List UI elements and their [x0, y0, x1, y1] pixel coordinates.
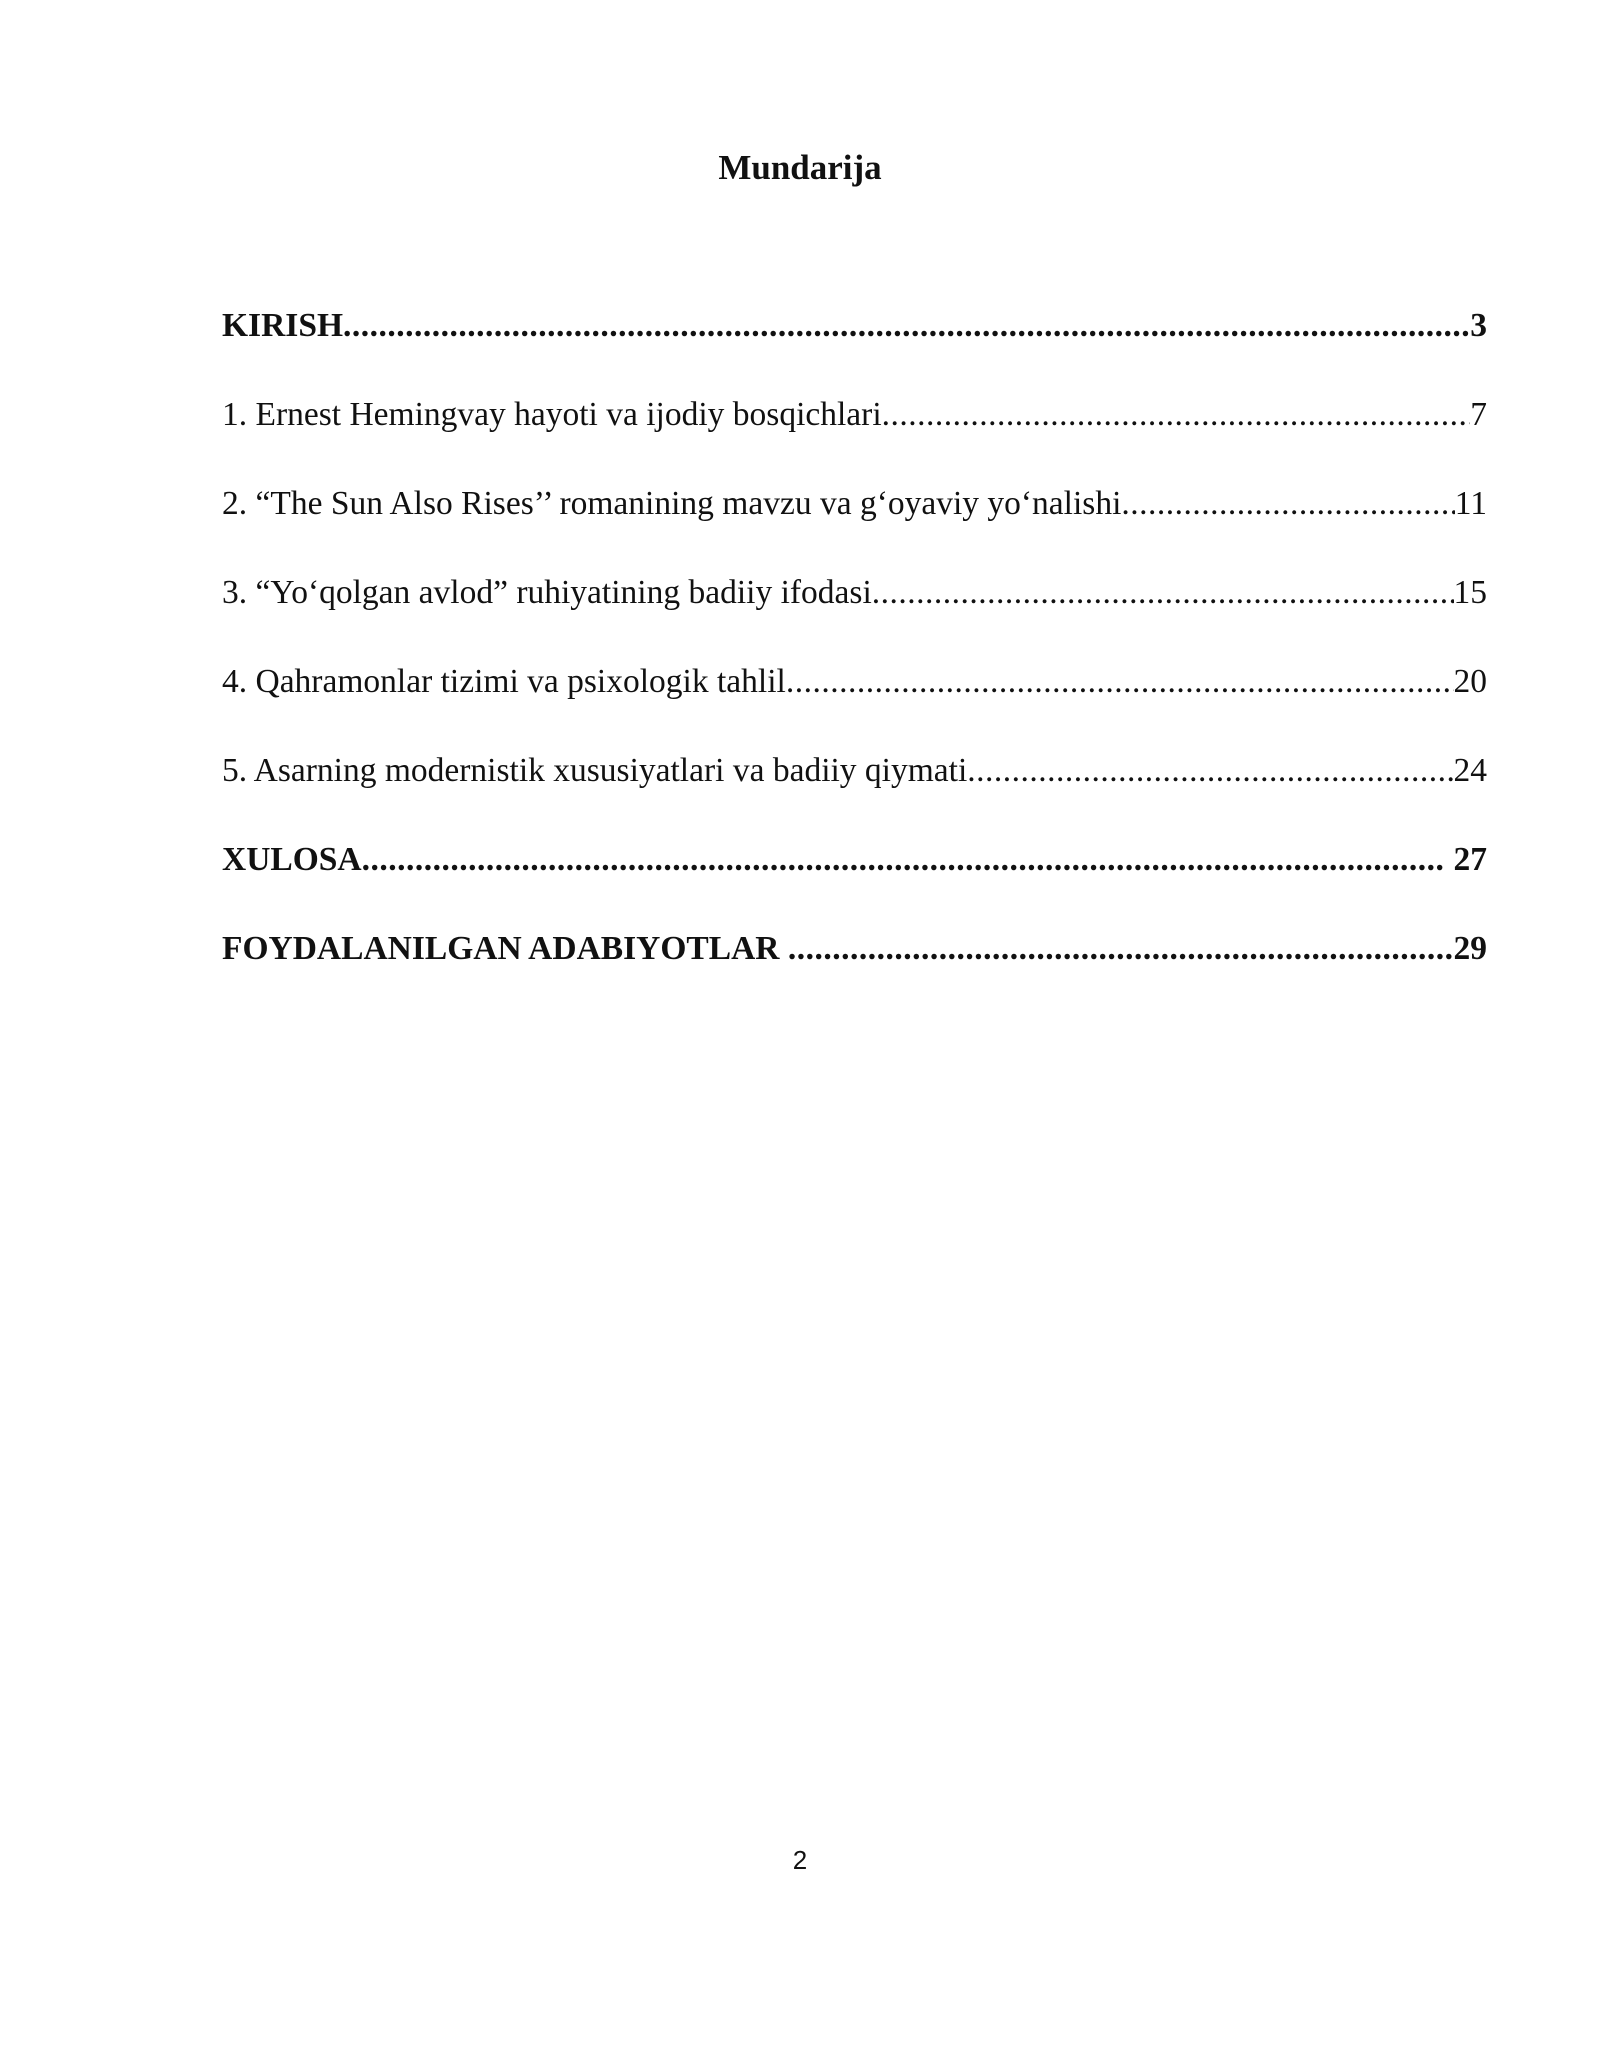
toc-entry-page: 27	[1445, 841, 1487, 878]
dot-leader	[967, 745, 1453, 797]
toc-entry-text: 1. Ernest Hemingvay hayoti va ijodiy bosqichlari	[222, 396, 882, 433]
toc-entry-2[interactable]	[222, 478, 1487, 567]
dot-leader	[882, 389, 1471, 441]
toc-entry-text: 5. Asarning modernistik xususiyatlari va badiiy qiymati	[222, 752, 968, 789]
table-of-contents	[222, 300, 1487, 1012]
toc-entry-page: 7	[1470, 396, 1487, 433]
toc-entry-1[interactable]	[222, 389, 1487, 478]
toc-entry-kirish[interactable]	[222, 300, 1487, 389]
toc-entry-page: 24	[1453, 752, 1487, 789]
dot-leader	[872, 567, 1454, 619]
dot-leader	[1121, 478, 1454, 530]
toc-entry-text: KIRISH	[222, 307, 344, 344]
toc-entry-page: 20	[1453, 663, 1487, 700]
toc-entry-page: 15	[1453, 574, 1487, 611]
toc-entry-3[interactable]	[222, 567, 1487, 656]
page-number: 2	[792, 1845, 808, 1875]
dot-leader	[362, 834, 1446, 886]
toc-entry-foydalanilgan-adabiyotlar[interactable]	[222, 923, 1487, 1012]
toc-entry-5[interactable]	[222, 745, 1487, 834]
toc-entry-text: 3. “Yo‘qolgan avlod” ruhiyatining badiiy ifodasi	[222, 574, 872, 611]
toc-entry-text: 4. Qahramonlar tizimi va psixologik tahlil	[222, 663, 786, 700]
page-title: Mundarija	[718, 148, 882, 187]
toc-entry-text: XULOSA	[222, 841, 362, 878]
dot-leader	[343, 300, 1470, 352]
toc-entry-text: 2. “The Sun Also Rises’’ romanining mavzu va g‘oyaviy yo‘nalishi	[222, 485, 1122, 522]
dot-leader	[786, 656, 1454, 708]
toc-entry-4[interactable]	[222, 656, 1487, 745]
toc-entry-page: 11	[1454, 485, 1487, 522]
toc-entry-text: FOYDALANILGAN ADABIYOTLAR	[222, 930, 788, 967]
toc-entry-xulosa[interactable]	[222, 834, 1487, 923]
dot-leader	[788, 923, 1454, 975]
toc-entry-page: 3	[1470, 307, 1487, 344]
toc-entry-page: 29	[1453, 930, 1487, 967]
